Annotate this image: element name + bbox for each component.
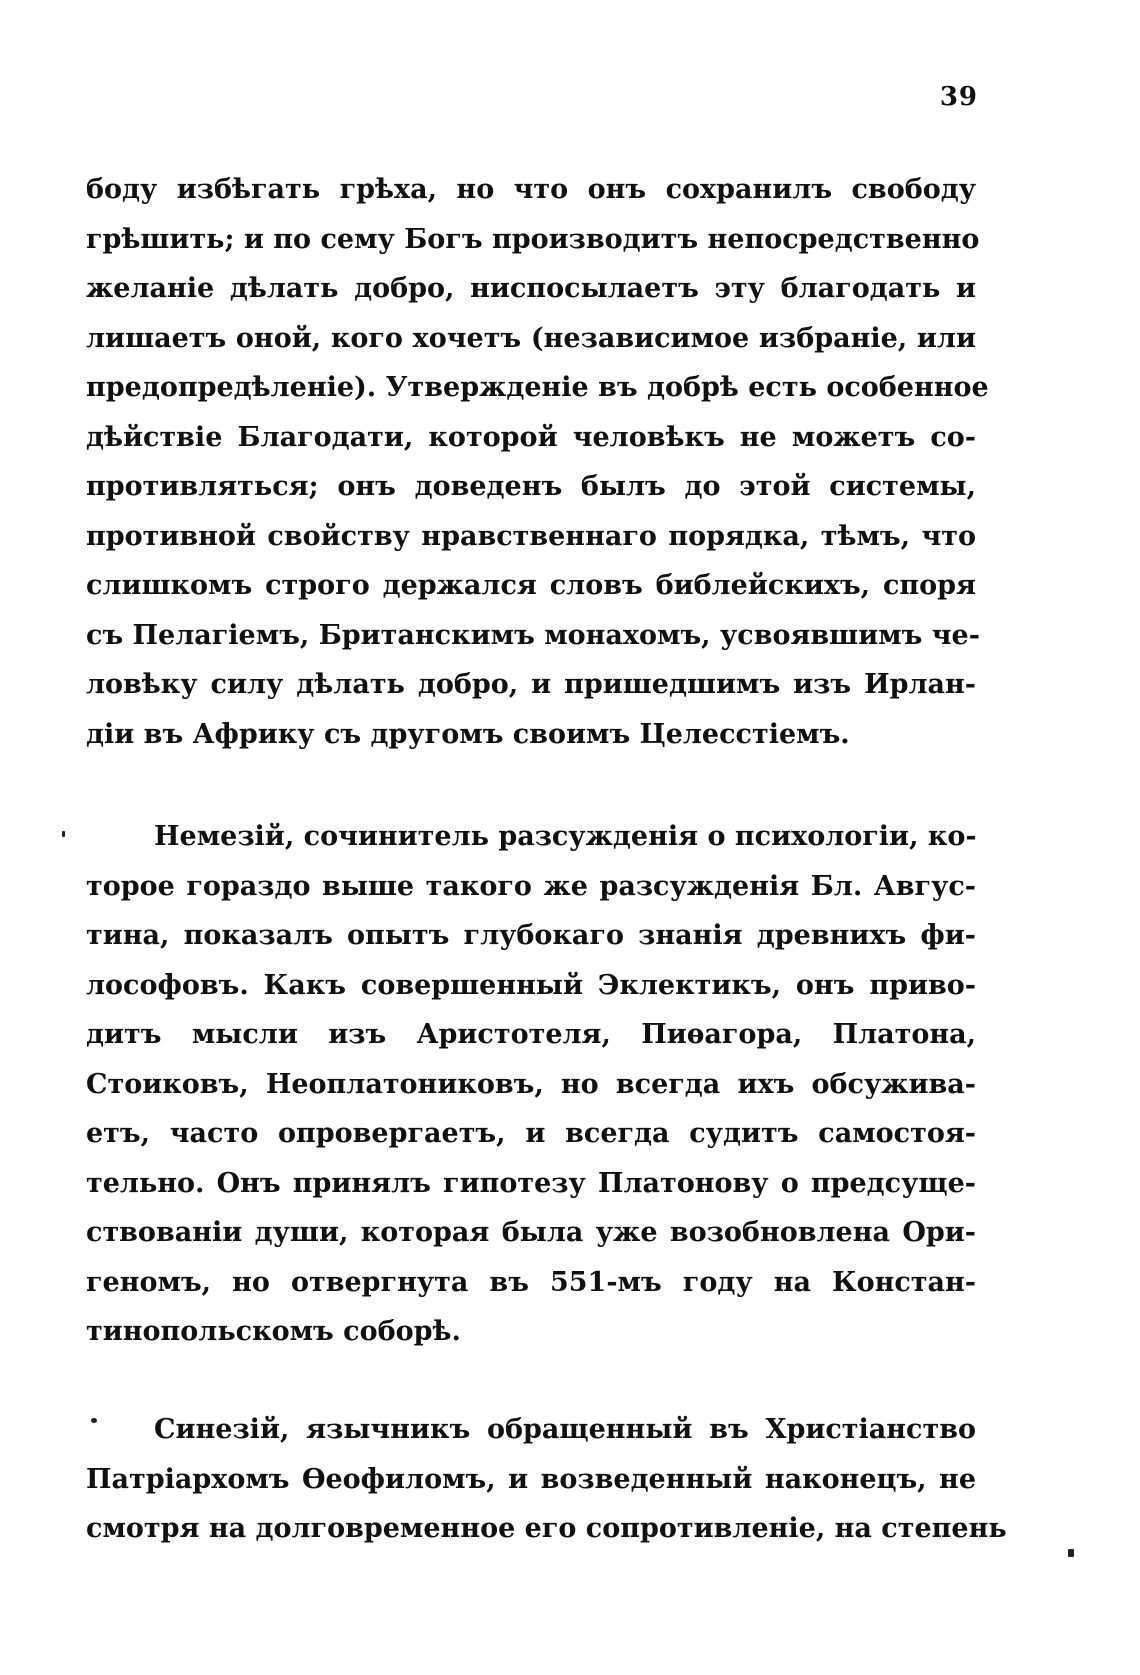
text-line: дѣйствіе Благодати, которой человѣкъ не можетъ со- bbox=[86, 421, 976, 453]
text-line: тельно. Онъ принялъ гипотезу Платонову о предсуще- bbox=[86, 1167, 976, 1199]
text-line: торое гораздо выше такого же разсужденія Бл. Авгус- bbox=[86, 870, 976, 902]
paragraph-augustine-continuation bbox=[86, 165, 989, 759]
text-line: ловѣку силу дѣлать добро, и пришедшимъ изъ Ирлан- bbox=[86, 669, 976, 700]
paragraph-synesius bbox=[86, 1405, 1007, 1554]
text-line: противляться; онъ доведенъ былъ до этой системы, bbox=[86, 471, 976, 502]
text-line: геномъ, но отвергнута въ 551-мъ году на Констан- bbox=[86, 1266, 976, 1298]
page-number: 39 bbox=[939, 82, 978, 112]
text-line: предопредѣленіе). Утвержденіе въ добрѣ есть особенное bbox=[86, 372, 989, 403]
text-line: лишаетъ оной, кого хочетъ (независимое избраніе, или bbox=[86, 322, 976, 354]
text-line: Синезій, язычникъ обращенный въ Христіанство bbox=[154, 1414, 976, 1445]
ink-speck bbox=[91, 1418, 97, 1423]
text-line: діи въ Африку съ другомъ своимъ Целесстіемъ. bbox=[86, 718, 850, 750]
text-line: съ Пелагіемъ, Британскимъ монахомъ, усвоявшимъ че- bbox=[86, 619, 980, 651]
text-line: грѣшить; и по сему Богъ производитъ непосредственно bbox=[86, 223, 980, 255]
ink-speck bbox=[62, 831, 65, 837]
text-line: смотря на долговременное его сопротивленіе, на степень bbox=[86, 1513, 1007, 1544]
text-line: тина, показалъ опытъ глубокаго знанія древнихъ фи- bbox=[86, 920, 976, 951]
paragraph-nemesius bbox=[86, 812, 976, 1357]
text-line: етъ, часто опровергаетъ, и всегда судитъ самостоя- bbox=[86, 1118, 976, 1149]
text-line: слишкомъ строго держался словъ библейскихъ, споря bbox=[86, 570, 976, 601]
text-line: дитъ мысли изъ Аристотеля, Пиѳагора, Платона, bbox=[86, 1019, 976, 1050]
text-line: противной свойству нравственнаго порядка, тѣмъ, что bbox=[86, 520, 976, 552]
text-line: Патріархомъ Ѳеофиломъ, и возведенный наконецъ, не bbox=[86, 1463, 976, 1495]
ink-speck bbox=[1068, 1549, 1074, 1557]
text-line: Немезій, сочинитель разсужденія о психологіи, ко- bbox=[154, 821, 977, 852]
text-line: Стоиковъ, Неоплатониковъ, но всегда ихъ обсуживa- bbox=[86, 1068, 976, 1100]
text-line: лософовъ. Какъ совершенный Эклектикъ, онъ приво- bbox=[86, 969, 976, 1001]
text-line: боду избѣгать грѣха, но что онъ сохранилъ свободу bbox=[86, 174, 976, 205]
text-line: ствованіи души, которая была уже возобновлена Ори- bbox=[86, 1217, 976, 1248]
text-line: желаніе дѣлать добро, ниспосылаетъ эту благодать и bbox=[86, 273, 976, 304]
text-line: тинопольскомъ соборѣ. bbox=[86, 1316, 461, 1347]
